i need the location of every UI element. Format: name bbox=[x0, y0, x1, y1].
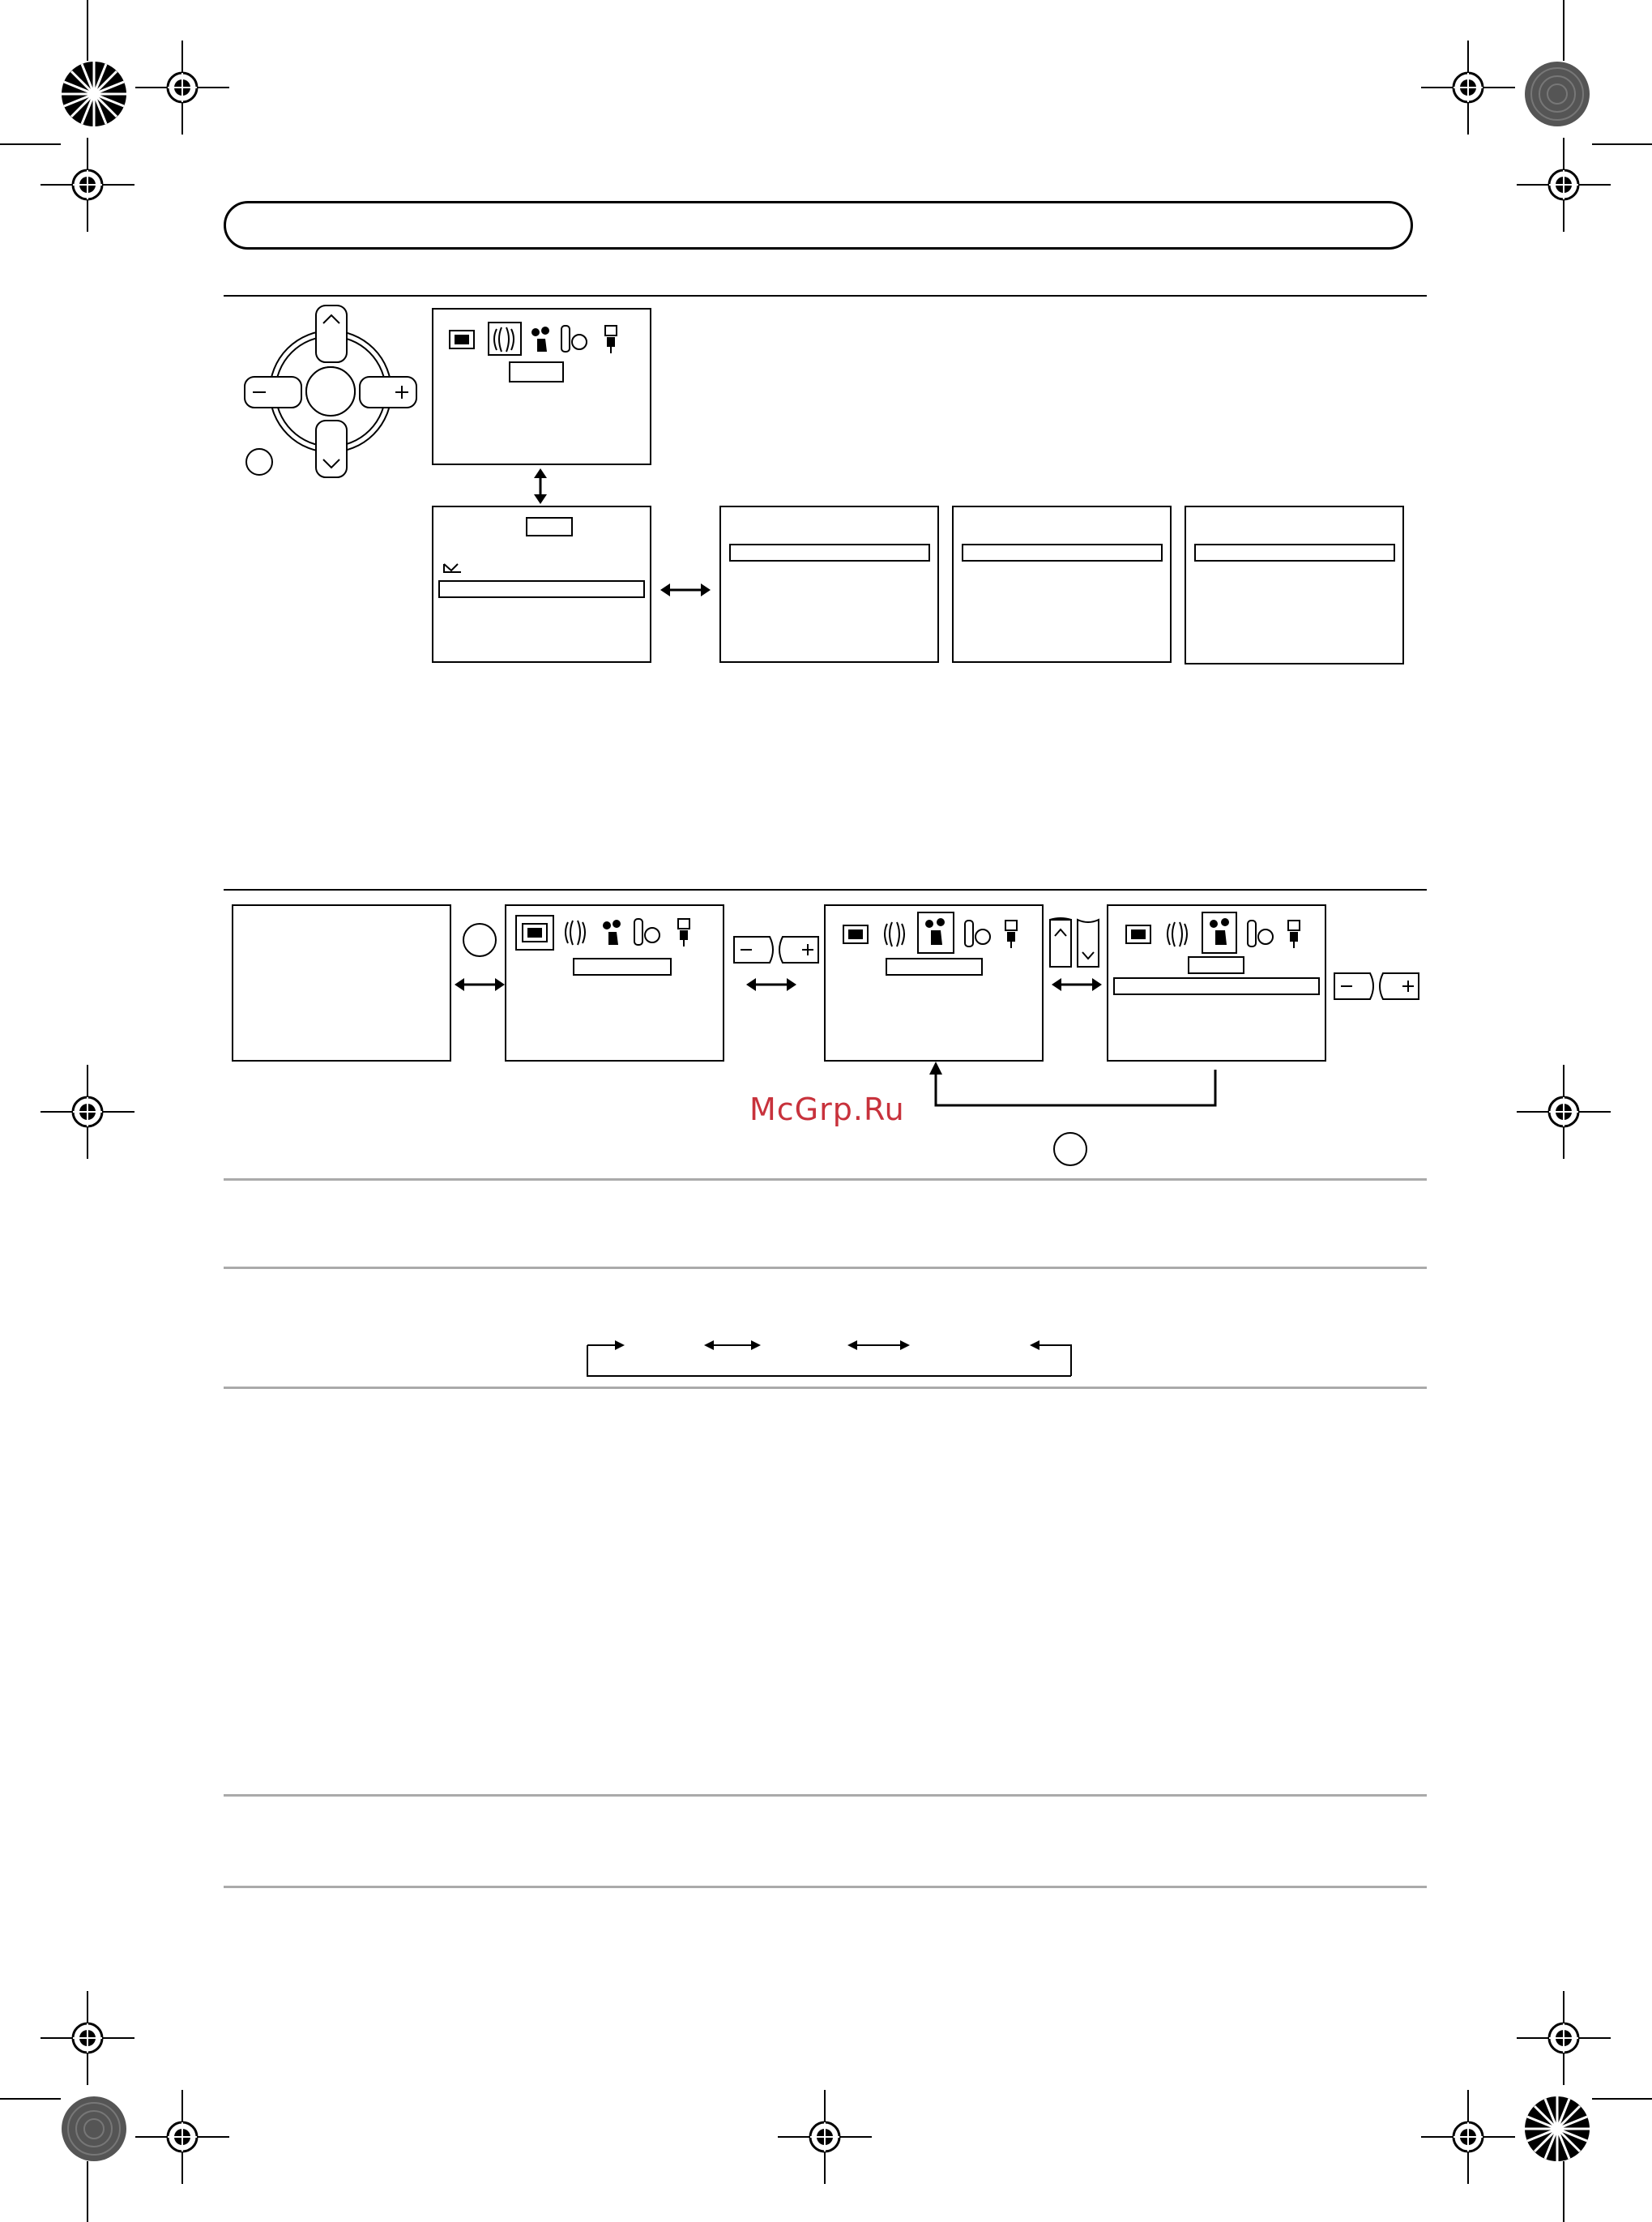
menu-title-tab bbox=[573, 958, 672, 976]
section-rule-1 bbox=[224, 295, 1427, 297]
picture-icon bbox=[843, 925, 868, 943]
sound-submenu-screen bbox=[432, 506, 651, 663]
picture-icon bbox=[523, 924, 547, 942]
sound-mode-icon bbox=[443, 562, 463, 574]
menu-icon-row bbox=[516, 914, 711, 955]
tv-blank-screen bbox=[232, 904, 451, 1062]
submenu-title-tab bbox=[526, 517, 573, 536]
return-loop-arrow bbox=[928, 1062, 1219, 1110]
install-icon bbox=[561, 326, 587, 352]
double-arrow-horizontal-icon bbox=[660, 582, 711, 598]
menu-screen-functions bbox=[824, 904, 1044, 1062]
minus-plus-keys-icon bbox=[732, 934, 822, 966]
double-arrow-horizontal-icon bbox=[455, 976, 505, 993]
menu-screen-main bbox=[432, 308, 651, 465]
power-icon bbox=[1005, 921, 1017, 948]
install-icon bbox=[965, 921, 990, 946]
install-icon bbox=[634, 919, 660, 945]
option-highlight-bar[interactable] bbox=[962, 544, 1163, 562]
up-down-keys-icon bbox=[1047, 918, 1103, 975]
watermark-text: McGrp.Ru bbox=[749, 1092, 905, 1127]
option-screen-1 bbox=[719, 506, 939, 663]
picture-icon bbox=[1126, 925, 1150, 943]
option-screen-2 bbox=[952, 506, 1172, 663]
cycle-arrows-diagram bbox=[579, 1332, 1065, 1381]
section-rule-3 bbox=[224, 1178, 1427, 1181]
section-rule-6 bbox=[224, 1794, 1427, 1797]
power-icon bbox=[605, 326, 617, 353]
section-rule-2 bbox=[224, 889, 1427, 891]
menu-icon-row bbox=[1126, 911, 1321, 956]
menu-button-icon bbox=[462, 922, 497, 958]
functions-icon bbox=[531, 327, 549, 352]
menu-icon-row bbox=[448, 319, 642, 360]
menu-screen-picture bbox=[505, 904, 724, 1062]
menu-icon-row bbox=[843, 911, 1038, 956]
picture-icon bbox=[450, 331, 474, 348]
double-arrow-vertical-icon bbox=[531, 468, 550, 504]
menu-title-tab bbox=[886, 958, 983, 976]
functions-icon bbox=[603, 920, 621, 945]
double-arrow-horizontal-icon bbox=[1052, 976, 1102, 993]
remote-dpad-icon bbox=[241, 304, 452, 498]
menu-title-tab bbox=[1188, 956, 1244, 974]
option-screen-3 bbox=[1185, 506, 1404, 664]
option-highlight-bar[interactable] bbox=[1194, 544, 1395, 562]
option-highlight-bar[interactable] bbox=[729, 544, 930, 562]
section-rule-5 bbox=[224, 1387, 1427, 1389]
submenu-highlight-bar[interactable] bbox=[438, 580, 645, 598]
menu-screen-functions-submenu bbox=[1107, 904, 1326, 1062]
sound-icon bbox=[885, 922, 904, 946]
power-icon bbox=[678, 919, 689, 946]
double-arrow-horizontal-icon bbox=[746, 976, 796, 993]
sound-icon bbox=[494, 327, 514, 352]
menu-button-icon bbox=[1052, 1131, 1088, 1167]
section-rule-7 bbox=[224, 1886, 1427, 1888]
functions-icon bbox=[1210, 918, 1229, 945]
functions-icon bbox=[925, 918, 945, 945]
menu-title-tab bbox=[509, 361, 564, 382]
minus-plus-keys-icon bbox=[1333, 970, 1422, 1002]
sound-icon bbox=[1167, 922, 1187, 946]
section-rule-4 bbox=[224, 1267, 1427, 1269]
power-icon bbox=[1288, 921, 1300, 948]
install-icon bbox=[1248, 921, 1273, 946]
sound-icon bbox=[566, 921, 585, 945]
header-box bbox=[224, 201, 1413, 250]
submenu-highlight-bar[interactable] bbox=[1113, 977, 1320, 995]
